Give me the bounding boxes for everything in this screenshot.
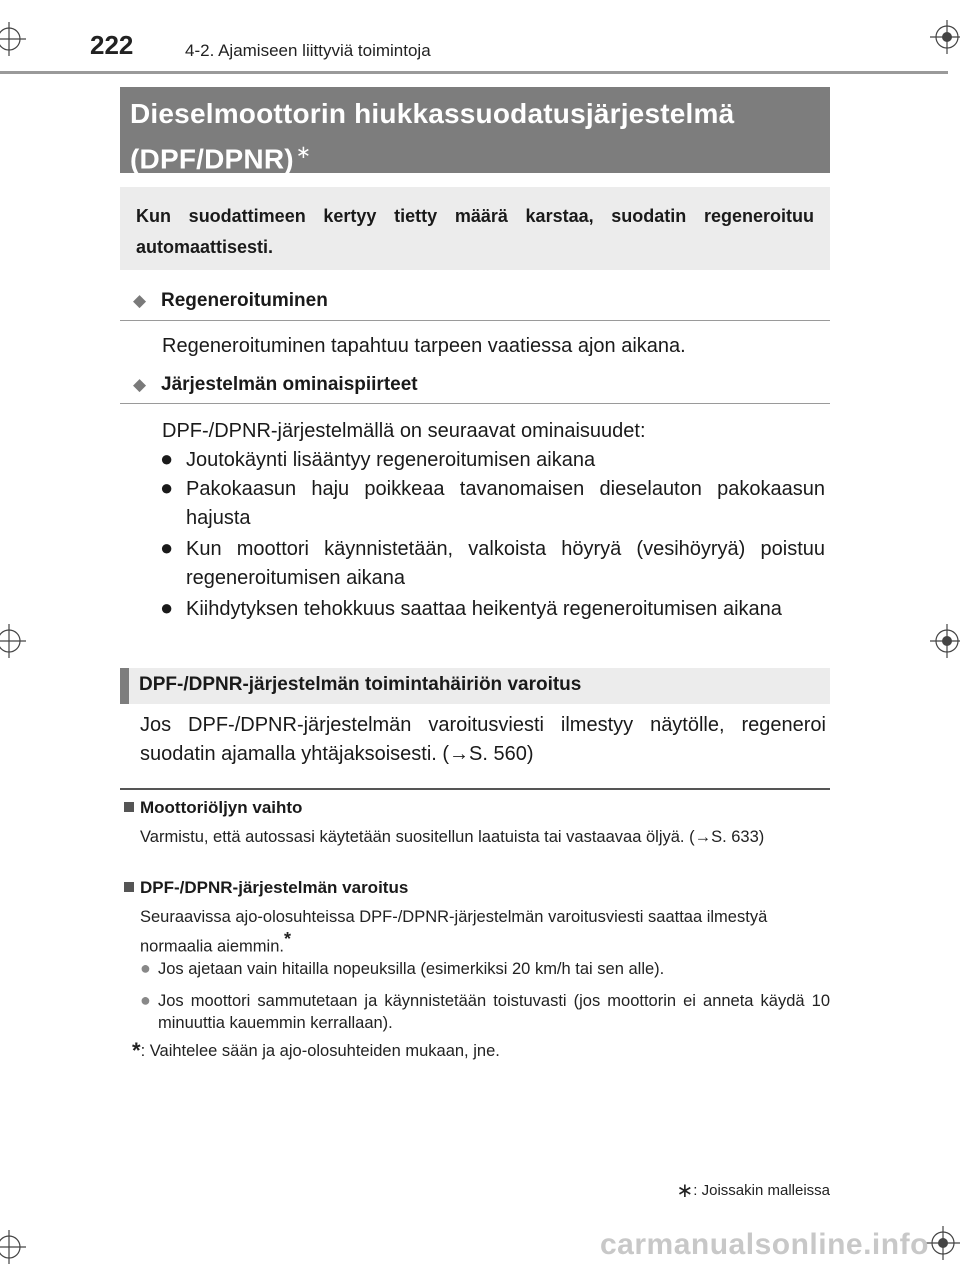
diamond-bullet-icon: ◆ [133,375,147,394]
list-item [160,535,825,593]
regeneration-text: Regeneroituminen tapahtuu tarpeen vaatiessa ajon aikana. [162,335,686,357]
intro-summary: Kun suodattimeen kertyy tietty määrä karstaa, suodatin regeneroituu automaattisesti. [120,187,830,270]
list-item-text: Pakokaasun haju poikkeaa tavanomaisen dieselauton pakokaasun hajusta [186,478,825,529]
oil-note-text: Varmistu, että autossasi käytetään suositellun laatuista tai vastaavaa öljyä. (→S. 633) [140,828,765,846]
warning-section-text: Jos DPF-/DPNR-järjestelmän varoitusviesti ilmestyy näytölle, regeneroi suodatin ajamalla yhtäjaksoisesti. (→S. 560) [140,714,826,765]
header-rule [0,71,948,74]
section-reference: 4-2. Ajamiseen liittyviä toimintoja [185,41,431,60]
warning-section-heading: DPF-/DPNR-järjestelmän toimintahäiriön varoitus [120,668,830,704]
list-item [160,595,825,624]
page-title [130,95,820,178]
square-bullet-icon [124,802,134,812]
list-item [140,990,830,1034]
features-heading [133,374,418,396]
square-bullet-icon [124,882,134,892]
registration-mark-bottom-right [926,1226,960,1260]
notes-divider [120,788,830,790]
oil-note-heading [124,798,302,818]
footnote-text: : Vaihtelee sään ja ajo-olosuhteiden mukaan, jne. [140,1042,500,1060]
regeneration-heading-text: Regeneroituminen [161,290,328,311]
bullet-dot-icon: ● [160,475,174,500]
section-rule [120,320,830,321]
bullet-dot-icon: ● [160,446,174,471]
bullet-dot-icon: ● [140,990,151,1010]
oil-note-heading-text: Moottoriöljyn vaihto [140,798,303,817]
section-rule [120,403,830,404]
list-item-text: Jos moottori sammutetaan ja käynnistetään toistuvasti (jos moottorin ei anneta käydä 10 minuuttia kauemmin kerrallaan). [158,992,830,1032]
list-item [140,958,830,980]
title-line-2-text: (DPF/DPNR) [130,143,294,175]
list-item-text: Jos ajetaan vain hitailla nopeuksilla (esimerkiksi 20 km/h tai sen alle). [158,960,665,978]
features-lead: DPF-/DPNR-järjestelmällä on seuraavat ominaisuudet: [162,420,646,442]
footnote-asterisk: * [132,1038,141,1063]
features-heading-text: Järjestelmän ominaispiirteet [161,374,418,395]
registration-mark-top-left [0,22,26,56]
regeneration-heading [133,290,328,312]
bullet-dot-icon: ● [140,958,151,978]
registration-mark-mid-right [930,624,960,658]
model-availability-note [600,1178,830,1203]
dpf-warning-note-heading-text: DPF-/DPNR-järjestelmän varoitus [140,878,409,897]
bottom-note-text: : Joissakin malleissa [693,1182,830,1199]
bullet-dot-icon: ● [160,595,174,620]
footnote-marker: * [283,929,291,949]
bullet-dot-icon: ● [160,535,174,560]
diamond-bullet-icon: ◆ [133,291,147,310]
dpf-warning-note-text [140,906,826,958]
list-item-text: Kiihdytyksen tehokkuus saattaa heikentyä regeneroitumisen aikana [186,598,782,620]
registration-mark-top-right [930,20,960,54]
list-item [160,475,825,533]
registration-mark-bottom-left [0,1230,26,1264]
watermark: carmanualsonline.info [600,1228,929,1261]
title-asterisk: ∗ [295,142,312,162]
list-item-text: Kun moottori käynnistetään, valkoista höyryä (vesihöyryä) poistuu regeneroitumisen aikana [186,538,825,589]
list-item-text: Joutokäynti lisääntyy regeneroitumisen aikana [186,449,596,471]
page-number: 222 [90,30,134,60]
list-item [160,446,825,475]
registration-mark-mid-left [0,624,26,658]
bottom-note-asterisk: ∗ [676,1180,694,1202]
title-line-2 [130,133,820,178]
dpf-warning-note-heading [124,878,408,898]
title-banner [120,87,830,173]
footnote [132,1040,500,1062]
title-line-1: Dieselmoottorin hiukkassuodatusjärjestelmä [130,98,735,129]
dpf-warning-note-body: Seuraavissa ajo-olosuhteissa DPF-/DPNR-järjestelmän varoitusviesti saattaa ilmestyä normaalia aiemmin. [140,908,768,956]
